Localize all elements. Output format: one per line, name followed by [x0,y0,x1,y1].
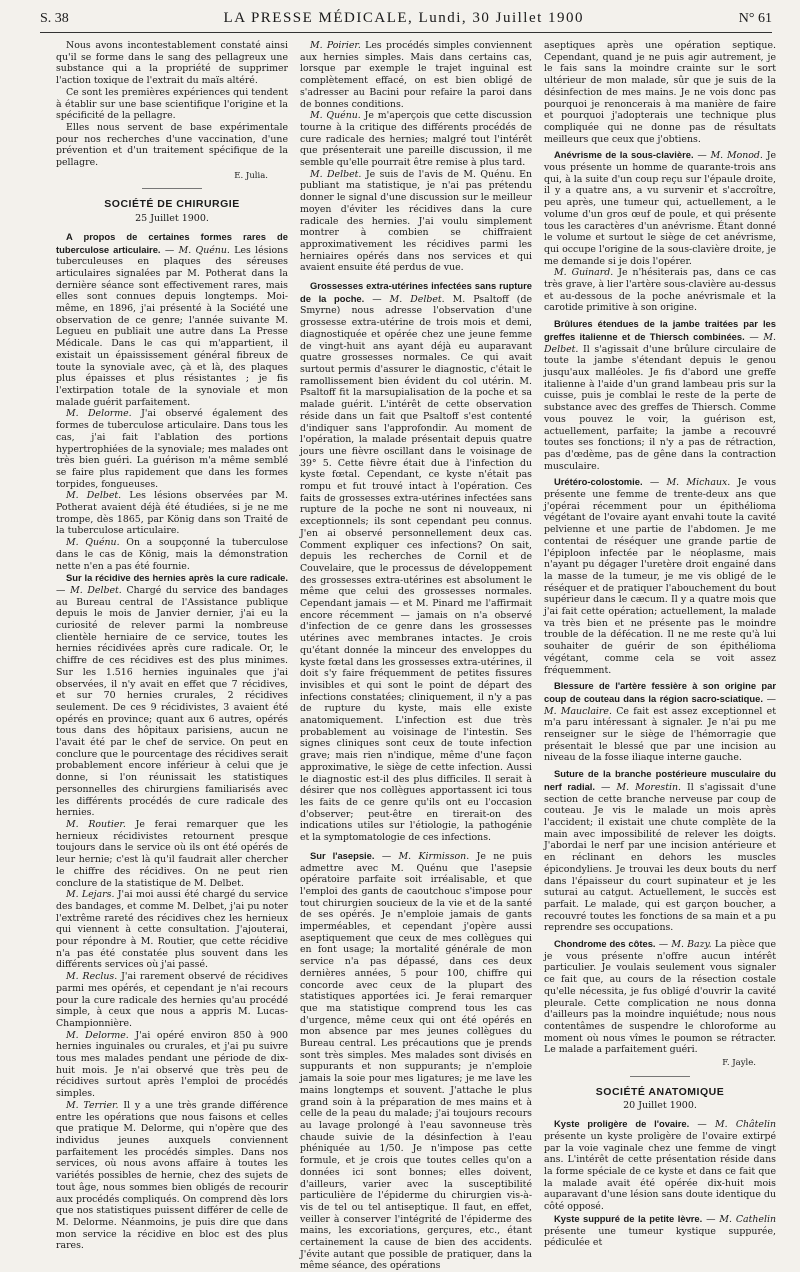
signature: F. Jayle. [722,1058,756,1069]
article-title: A propos de certaines formes rares de tuberculose articulaire. [56,230,288,255]
column-3 [544,40,777,1249]
author: M. Châtelin [715,1119,776,1131]
article: Suture de la branche postérieure musculaire du nerf radial. — M. Morestin. Il s'agissait d'une section de cette branche nerveuse par coup de couteau. Je vis le malade un mois après l'accident; il existait une chute complète de la main avec impossibilité de relever les doigts. J'abordai le nerf par une incision antérieure et en réclinant en dehors les muscles épicondyliens. Je trouvai les deux bouts du nerf dans l'épaisseur du court supinateur et je les suturai au catgut. Actuellement, le succès est parfait. Le malade, qui est garçon boucher, a recouvré toutes les fonctions de sa main et a pu reprendre ses occupations. [544,768,776,934]
signature: E. Julia. [234,170,268,181]
article-title: Kyste proligère de l'ovaire. [554,1118,690,1130]
article-title: Sur l'asepsie. [310,849,375,861]
article-text: M. Psaltoff (de Smyrne) nous adresse l'observation d'une grossesse extra-utérine de trois mois et demi, diagnostiquée et opérée chez une jeune femme de vingt-huit ans ayant déjà eu auparavant quatre grossesses normales. Ce qui avait surtout permis d'assurer le diagnostic, c'était le ramollissement bien évident du col utérin. M. Psaltoff fit la marsupialisation de la poche et sa malade guérit. L'intérêt de cette observation réside dans un fait que Psaltoff s'est contenté d'indiquer sans l'approfondir. Au moment de l'opération, la malade présentait depuis quatre jours une fièvre oscillant dans le voisinage de 39° 5. Cette fièvre était due à l'infection du kyste fœtal. Cependant, ce kyste n'était pas rompu et fut trouvé intact à l'opération. Ces faits de grossesses extra-utérines infectées sans rupture de la poche ne sont ni nouveaux, ni exceptionnels; ils sont cependant peu connus. J'en ai observé personnellement deux cas. Comment expliquer ces infections? On sait, depuis les recherches de Cornil et de Couvelaire, que le processus de développement des grossesses extra-utérines est absolument le même que celui des grossesses normales. Cependant jamais — et M. Pinard me l'affirmait encore récemment — jamais on n'a observé d'infection de ce genre dans les grossesses utérines avec membranes intactes. Je crois qu'étant donnée la minceur des enveloppes du kyste fœtal dans les grossesses extra-utérines, il doit s'y faire fréquemment de petites fissures invisibles et qui sont le point de départ des infections constatées; cliniquement, il n'y a pas de rupture du kyste, mais elle existe anatomiquement. L'infection est due très probablement au voisinage de l'intestin. Ses signes cliniques sont ceux de toute infection grave; mais rien n'indique, même d'une façon approximative, le siège de cette infection. Aussi le diagnostic est-il des plus difficiles. Il serait à désirer que nos collègues apportassent ici tous les faits de ce genre qu'ils ont eu l'occasion d'observer; peut-être en tirerait-on des indications utiles sur l'étiologie, la pathogénie et la symptomatologie de ces infections. [300,293,532,844]
article-text: Il s'agissait d'une brûlure circulaire de toute la jambe s'étendant depuis le genou jusqu'aux malléoles. Je fis d'abord une greffe italienne à l'aide d'un grand lambeau pris sur la cuisse, puis je comblai le reste de la perte de substance avec des greffes de Thiersch. Comme vous pouvez le voir, la guérison est, actuellement, parfaite; la jambe a recouvré toutes ses fonctions; il n'y a pas de rétraction, pas d'œdème, pas de gêne dans la contraction musculaire. [544,343,777,472]
reply-text: Les procédés simples conviennent aux hernies simples. Mais dans certains cas, lorsque par exemple le trajet inguinal est complètement effacé, on est bien obligé de s'adresser au Bacini pour refaire la paroi dans de bonnes conditions. [300,40,532,110]
author: M. Lejars. [66,889,115,901]
article: Kyste proligère de l'ovaire. — M. Châtelin présente un kyste proligère de l'ovaire extirpé par la voie vaginale chez une femme de vingt ans. L'intérêt de cette présentation réside dans la forme spéciale de ce kyste et dans ce fait que la malade avait été opérée dix-huit mois auparavant d'une lésion sans doute identique du côté opposé. [544,1118,776,1213]
article-reply [56,490,288,537]
author: M. Terrier. [66,1099,119,1111]
reply-text: Il y a une très grande différence entre les opérations que nous faisons et celles que pratique M. Delorme, qui n'opère que des individus jeunes auxquels conviennent parfaitement les procédés simples. Dans nos services, où nous avons affaire à toutes les variétés possibles de hernie, chez des sujets de tout âge, nous sommes bien obligés de recourir aux procédés compliqués. On comprend dès lors que nos statistiques puissent différer de celle de M. Delorme. Néanmoins, je puis dire que dans mon service la récidive en bloc est des plus rares. [56,1099,288,1252]
article: Anévrisme de la sous-clavière. — M. Monod. Je vous présente un homme de quarante-trois ans qui, à la suite d'un coup reçu sur l'épaule droite, il y a quatre ans, a vu survenir et s'accroître, peu après, une tumeur qui, actuellement, a le volume d'un gros œuf de poule, et qui présente tous les caractères d'un anévrisme. Étant donné le volume et surtout le siège de cet anévrisme, qui occupe l'origine de la sous-clavière droite, je me demande si je dois l'opérer. [544,149,777,267]
page-header [40,10,772,33]
author: M. Bazy. [671,939,712,951]
article: Kyste suppuré de la petite lèvre. — M. Cathelin présente une tumeur kystique suppurée, pédiculée et [544,1212,776,1249]
author: M. Delbet. [389,293,445,305]
article-reply [300,40,532,110]
paragraph: aseptiques après une opération septique. Cependant, quand je ne puis agir autrement, je le fais sans la moindre crainte sur le sort ultérieur de mon malade, sûr que je suis de la désinfection de mes mains. Je ne vois donc pas pourquoi je renoncerais à ma manière de faire et pourquoi j'adopterais une technique plus compliquée qui ne donne pas de résultats meilleurs que ceux que j'obtiens. [544,40,776,145]
article-text: Les lésions tuberculeuses en plaques des séreuses articulaires signalées par M. Potherat dans la dernière séance sont effectivement rares, mais elles sont connues depuis longtemps. Moi-même, en 1896, j'ai présenté à la Société une observation de ce genre; l'année suivante M. Legueu en publiait une autre dans La Presse Médicale. Dans le cas qui m'appartient, il existait un épaississement général fibreux de toute la synoviale avec, çà et là, des plaques plus épaisses et plus résistantes ; je fis l'extirpation totale de la synoviale et mon malade guérit parfaitement. [56,244,289,408]
section-title: SOCIÉTÉ DE CHIRURGIE [104,198,240,211]
author: M. Delbet. [310,168,362,180]
author: M. Kirmisson. [398,850,470,862]
author: M. Quénu. [178,244,230,256]
author: M. Delorme. [66,408,132,420]
author: M. Guinard. [554,267,614,279]
column-2 [300,40,533,1272]
article: Grossesses extra-utérines infectées sans rupture de la poche. — M. Delbet. M. Psaltoff (de Smyrne) nous adresse l'observation d'une grossesse extra-utérine de trois mois et demi, diagnostiquée et opérée chez une jeune femme de vingt-huit ans ayant déjà eu auparavant quatre grossesses normales. Ce qui avait surtout permis d'assurer le diagnostic, c'était le ramollissement bien évident du col utérin. M. Psaltoff fit la marsupialisation de la poche et sa malade guérit. L'intérêt de cette observation réside dans un fait que Psaltoff s'est contenté d'indiquer sans l'approfondir. Au moment de l'opération, la malade présentait depuis quatre jours une fièvre oscillant dans le voisinage de 39° 5. Cette fièvre était due à l'infection du kyste fœtal. Cependant, ce kyste n'était pas rompu et fut trouvé intact à l'opération. Ces faits de grossesses extra-utérines infectées sans rupture de la poche ne sont ni nouveaux, ni exceptionnels; ils sont cependant peu connus. J'en ai observé personnellement deux cas. Comment expliquer ces infections? On sait, depuis les recherches de Cornil et de Couvelaire, que le processus de développement des grossesses extra-utérines est absolument le même que celui des grossesses normales. Cependant jamais — et M. Pinard me l'affirmait encore récemment — jamais on n'a observé d'infection de ce genre dans les grossesses utérines avec membranes intactes. Je crois qu'étant donnée la minceur des enveloppes du kyste fœtal dans les grossesses extra-utérines, il doit s'y faire fréquemment de petites fissures invisibles et qui sont le point de départ des infections constatées; cliniquement, il n'y a pas de rupture du kyste, mais elle existe anatomiquement. L'infection est due très probablement au voisinage de l'intestin. Ses signes cliniques sont ceux de toute infection grave; mais rien n'indique, même d'une façon approximative, le siège de cette infection. Aussi le diagnostic est-il des plus difficiles. Il serait à désirer que nos collègues apportassent ici tous les faits de ce genre qu'ils ont eu l'occasion d'observer; peut-être en tirerait-on des indications utiles sur l'étiologie, la pathogénie et la symptomatologie de ces infections. [300,280,532,844]
section-date: 20 Juillet 1900. [623,1100,697,1112]
author: M. Quénu. [310,110,361,122]
article: Chondrome des côtes. — M. Bazy. La pièce que je vous présente n'offre aucun intérêt particulier. Je voulais seulement vous signaler ce fait que, au cours de la résection costale qu'elle nécessita, je fus obligé d'ouvrir la cavité pleurale. Cette complication ne nous donna d'ailleurs pas la moindre inquiétude; nous nous contentâmes de suspendre le chloroforme au moment où nous vîmes le poumon se rétracter. Le malade a parfaitement guéri. [544,938,776,1056]
reply-text: Je m'aperçois que cette discussion tourne à la critique des différents procédés de cure radicale des hernies; malgré tout l'intérêt que présenterait une pareille discussion, il me semble qu'elle pourrait être remise à plus tard. [300,110,533,169]
author: M. Quénu. [66,537,120,549]
reply-text: J'ai rarement observé de récidives parmi mes opérés, et cependant je n'ai recours pour la cure radicale des hernies qu'au procédé simple, à ceux que nous a appris M. Lucas-Championnière. [56,971,288,1029]
reply-text: On a soupçonné la tuberculose dans le cas de König, mais la démonstration nette n'en a pas été fournie. [56,537,289,572]
article-text: Ce fait est assez exceptionnel et m'a paru intéressant à signaler. Je n'ai pu me renseigner sur le siège de l'hémorragie que présentait le blessé que par une incision au niveau de la fosse iliaque interne gauche. [544,705,776,764]
author: M. Reclus. [66,971,118,983]
article-title: Brûlures étendues de la jambe traitées par les greffes italienne et de Thiersch combinées. [544,318,776,342]
author: M. Michaux. [666,477,731,489]
reply-text: Je suis de l'avis de M. Quénu. En publiant ma statistique, je n'ai pas prétendu donner le signal d'une discussion sur le meilleur moyen d'éviter les récidives dans la cure radicale des hernies. J'ai voulu simplement montrer à combien se chiffraient approximativement les récidives parmi les herniaires opérés dans nos services et qui avaient ensuite été perdus de vue. [300,168,533,274]
issue-date: Lundi, 30 Juillet 1900 [418,10,585,26]
article: Urétéro-colostomie. — M. Michaux. Je vous présente une femme de trente-deux ans que j'opérai récemment pour un épithélioma végétant de l'ovaire ayant envahi toute la cavité pelvienne et une partie de l'abdomen. Je me contentai de réséquer une grande partie de l'épiploon infectée par le néoplasme, mais n'ayant pu dégager l'uretère droit engainé dans la masse de la tumeur, je me vis obligé de le réséquer et de pratiquer l'abouchement du bout supérieur dans le cæcum. Il y a quatre mois que j'ai fait cette opération; actuellement, la malade va très bien et ne présente pas le moindre trouble de la défécation. Il ne me reste qu'à lui souhaiter de guérir de son épithélioma végétant, comme cela se voit assez fréquemment. [544,476,777,676]
article-text: La pièce que je vous présente n'offre aucun intérêt particulier. Je voulais seulement vous signaler ce fait que, au cours de la résection costale qu'elle nécessita, je fus obligé d'ouvrir la cavité pleurale. Cette complication ne nous donna d'ailleurs pas la moindre inquiétude; nous nous contentâmes de suspendre le chloroforme au moment où nous vîmes le poumon se rétracter. Le malade a parfaitement guéri. [544,939,776,1056]
paragraph: Ce sont les premières expériences qui tendent à établir sur une base scientifique l'origine et la spécificité de la pellagre. [56,86,288,122]
author: M. Poirier. [310,40,361,51]
reply-text: Je n'hésiterais pas, dans ce cas très grave, à lier l'artère sous-clavière au-dessus et au-dessous de la poche anévrismale et la carotide primitive à son origine. [544,267,777,314]
reply-text: J'ai opéré environ 850 à 900 hernies inguinales ou crurales, et j'ai pu suivre tous mes malades pendant une période de dix-huit mois. Je n'ai observé que très peu de récidives surtout après l'emploi de procédés simples. [56,1029,288,1100]
paragraph: Elles nous servent de base expérimentale pour nos recherches d'une vaccination, d'une prévention et d'un traitement spécifique de la pellagre. [56,121,288,169]
page-number: S. 38 [40,11,69,26]
author: M. Delbet. [66,490,122,502]
divider [142,188,202,189]
reply-text: Je ferai remarquer que les hernieux récidivistes retournent presque toujours dans le service où ils ont été opérés de leur hernie; c'est là qu'il faudrait aller chercher le chiffre des récidives. On ne peut rien conclure de la statistique de M. Delbet. [56,819,289,889]
journal-title [224,10,585,27]
article-title: Kyste suppuré de la petite lèvre. [554,1212,703,1224]
author: M. Delbet. [70,584,122,596]
article-text: Je vous présente une femme de trente-deux ans que j'opérai récemment pour un épithélioma végétant de l'ovaire ayant envahi toute la cavité pelvienne et une partie de l'abdomen. Je me contentai de réséquer une grande partie de l'épiploon infectée par le néoplasme, mais n'ayant pu dégager l'uretère droit engainé dans la masse de la tumeur, je me vis obligé de le réséquer et de pratiquer l'abouchement du bout supérieur dans le cæcum. Il y a quatre mois que j'ai fait cette opération; actuellement, la malade va très bien et ne présente pas le moindre trouble de la défécation. Il ne me reste qu'à lui souhaiter de guérir de son épithélioma végétant, comme cela se voit assez fréquemment. [544,477,777,676]
author: M. Morestin. [616,781,681,793]
author: M. Cathelin [719,1213,776,1225]
article-reply [56,408,288,490]
section-title: SOCIÉTÉ ANATOMIQUE [595,1085,725,1098]
article-reply [56,1030,288,1100]
article: Sur la récidive des hernies après la cure radicale. — M. Delbet. Chargé du service des bandages au Bureau central de l'Assistance publique depuis le mois de Janvier dernier, j'ai eu la curiosité de relever parmi la nombreuse clientèle herniaire de ce service, toutes les hernies récidivées après cure radicale. Or, le chiffre de ces récidives est des plus minimes. Sur les 1.516 hernies inguinales que j'ai observées, il n'y avait en effet que 7 récidives, et sur 70 hernies crurales, 2 récidives seulement. De ces 9 récidivistes, 3 avaient été opérés en province; quant aux 6 autres, opérés tous dans des hôpitaux parisiens, aucun ne l'avait été par le chef de service. On peut en conclure que le pourcentage des récidives serait probablement encore inférieur à celui que je donne, si l'on réunissait les statistiques personnelles des chirurgiens familiarisés avec les différents procédés de cure radicale des hernies. [56,572,289,819]
author: M. Delbet. [544,331,776,355]
paragraph: Nous avons incontestablement constaté ainsi qu'il se forme dans le sang des pellagreux une substance qui a la propriété de supprimer l'action toxique de l'extrait du maïs altéré. [56,40,288,87]
divider [630,1076,690,1077]
article: Blessure de l'artère fessière à son origine par coup de couteau dans la région sacro-sciatique. — M. Mauclaire. Ce fait est assez exceptionnel et m'a paru intéressant à signaler. Je n'ai pu me renseigner sur le siège de l'hémorragie que présentait le blessé que par une incision au niveau de la fosse iliaque interne gauche. [544,680,777,764]
article-title: Anévrisme de la sous-clavière. [554,149,694,161]
article-reply [300,110,532,169]
journal-name: LA PRESSE MÉDICALE, [223,10,414,26]
article-title: Chondrome des côtes. [554,938,656,950]
article-reply [544,267,776,314]
article-reply [300,169,532,274]
article-reply [56,819,288,889]
article: Brûlures étendues de la jambe traitées par les greffes italienne et de Thiersch combinées. — M. Delbet. Il s'agissait d'une brûlure circulaire de toute la jambe s'étendant depuis le genou jusqu'aux malléoles. Je fis d'abord une greffe italienne à l'aide d'un grand lambeau pris sur la cuisse, puis je comblai le reste de la perte de substance avec des greffes de Thiersch. Comme vous pouvez le voir, la guérison est, actuellement, parfaite; la jambe a recouvré toutes ses fonctions; il n'y a pas de rétraction, pas d'œdème, pas de gêne dans la contraction musculaire. [544,318,777,472]
article-title: Suture de la branche postérieure musculaire du nerf radial. [544,768,776,792]
article-text: présente une tumeur kystique suppurée, pédiculée et [544,1225,776,1249]
article-reply [56,537,288,572]
columns [56,40,778,1272]
article-reply [56,1100,288,1252]
section-date: 25 Juillet 1900. [135,213,209,225]
article-text: Il s'agissait d'une section de cette branche nerveuse par coup de couteau. Je vis le malade un mois après l'accident; il existait une chute complète de la main avec impossibilité de relever les doigts. J'abordai le nerf par une incision antérieure et en réclinant en dehors les muscles épicondyliens. Je trouvai les deux bouts du nerf dans l'épaisseur du court supinateur et je les suturai au catgut. Actuellement, le succès est parfait. Le malade, qui est garçon boucher, a recouvré toutes les fonctions de sa main et a pu reprendre ses occupations. [544,781,776,934]
article-text: Je ne puis admettre avec M. Quénu que l'asepsie opératoire parfaite soit irréalisable, et que l'emploi des gants de caoutchouc s'impose pour tout chirurgien soucieux de la vie et de la santé de ses opérés. Je n'emploie jamais de gants imperméables, et cependant j'opère aussi aseptiquement que ceux de mes collègues qui en font usage; la mortalité générale de mon service n'a pas dépassé, dans ces deux dernières années, 5 pour 100, chiffre qui concorde avec ceux de la plupart des statistiques apportées ici. Je ferai remarquer que ma statistique comprend tous les cas d'urgence, même ceux qui ont été opérés en mon absence par mes jeunes collègues du Bureau central. Les précautions que je prends sont très simples. Mes malades sont divisés en suppurants et non suppurants; je n'emploie jamais la soie pour mes ligatures; je me lave les mains longtemps et souvent. J'attache le plus grand soin à la préparation de mes mains et à celle de la peau du malade; j'ai toujours recours au lavage prolongé à l'eau savonneuse très chaude suivie de la désinfection à l'eau phéniquée au 1/50. Je n'impose pas cette formule, et je crois que toutes celles qu'on a données ici sont bonnes; elles doivent, d'ailleurs, varier avec la susceptibilité particulière de l'épiderme du chirurgien vis-à-vis de tel ou tel antiseptique. Il faut, en effet, veiller à conserver l'intégrité de l'épiderme des mains, les excoriations, gerçures, etc., étant certainement la cause de bien des accidents. J'évite autant que possible de pratiquer, dans la même séance, des opérations [300,850,533,1272]
article-title: Urétéro-colostomie. [554,476,643,488]
article-title: Blessure de l'artère fessière à son origine par coup de couteau dans la région sacro-sciatique. [544,680,776,704]
article-reply [56,889,288,971]
article-text: présente un kyste proligère de l'ovaire extirpé par la voie vaginale chez une femme de vingt ans. L'intérêt de cette présentation réside dans la forme spéciale de ce kyste et dans ce fait que la malade avait été opérée dix-huit mois auparavant d'une lésion sans doute identique du côté opposé. [544,1130,776,1213]
article-reply [56,971,288,1030]
article-text: Chargé du service des bandages au Bureau central de l'Assistance publique depuis le mois de Janvier dernier, j'ai eu la curiosité de relever parmi la nombreuse clientèle herniaire de ce service, toutes les hernies récidivées après cure radicale. Or, le chiffre de ces récidives est des plus minimes. Sur les 1.516 hernies inguinales que j'ai observées, il n'y avait en effet que 7 récidives, et sur 70 hernies crurales, 2 récidives seulement. De ces 9 récidivistes, 3 avaient été opérés en province; quant aux 6 autres, opérés tous dans des hôpitaux parisiens, aucun ne l'avait été par le chef de service. On peut en conclure que le pourcentage des récidives serait probablement encore inférieur à celui que je donne, si l'on réunissait les statistiques personnelles des chirurgiens familiarisés avec les différents procédés de cure radicale des hernies. [56,584,289,819]
reply-text: J'ai moi aussi été chargé du service des bandages, et comme M. Delbet, j'ai pu noter l'extrême rareté des récidives chez les hernieux qui viennent à cette consultation. J'ajouterai, pour répondre à M. Routier, que cette récidive n'a pas été constatée plus souvent dans les différents services où j'ai passé. [56,889,289,971]
reply-text: J'ai observé également des formes de tuberculose articulaire. Dans tous les cas, j'ai fait l'ablation des portions hypertrophiées de la synoviale; mes malades ont très bien guéri. La guérison m'a même semblé se faire plus rapidement que dans les formes torpides, fongueuses. [56,408,288,490]
column-1 [56,40,289,1252]
author: M. Mauclaire. [544,705,612,717]
article: A propos de certaines formes rares de tuberculose articulaire. — M. Quénu. Les lésions tuberculeuses en plaques des séreuses articulaires signalées par M. Potherat dans la dernière séance sont effectivement rares, mais elles sont connues depuis longtemps. Moi-même, en 1896, j'ai présenté à la Société une observation de ce genre; l'année suivante M. Legueu en publiait une autre dans La Presse Médicale. Dans le cas qui m'appartient, il existait un épaississement général fibreux de toute la synoviale avec, çà et là, des plaques plus épaisses et plus résistantes ; je fis l'extirpation totale de la synoviale et mon malade guérit parfaitement. [56,230,289,408]
article: Sur l'asepsie. — M. Kirmisson. Je ne puis admettre avec M. Quénu que l'asepsie opératoire parfaite soit irréalisable, et que l'emploi des gants de caoutchouc s'impose pour tout chirurgien soucieux de la vie et de la santé de ses opérés. Je n'emploie jamais de gants imperméables, et cependant j'opère aussi aseptiquement que ceux de mes collègues qui en font usage; la mortalité générale de mon service n'a pas dépassé, dans ces deux dernières années, 5 pour 100, chiffre qui concorde avec ceux de la plupart des statistiques apportées ici. Je ferai remarquer que ma statistique comprend tous les cas d'urgence, même ceux qui ont été opérés en mon absence par mes jeunes collègues du Bureau central. Les précautions que je prends sont très simples. Mes malades sont divisés en suppurants et non suppurants; je n'emploie jamais la soie pour mes ligatures; je me lave les mains longtemps et souvent. J'attache le plus grand soin à la préparation de mes mains et à celle de la peau du malade; j'ai toujours recours au lavage prolongé à l'eau savonneuse très chaude suivie de la désinfection à l'eau phéniquée au 1/50. Je n'impose pas cette formule, et je crois que toutes celles qu'on a données ici sont bonnes; elles doivent, d'ailleurs, varier avec la susceptibilité particulière de l'épiderme du chirurgien vis-à-vis de tel ou tel antiseptique. Il faut, en effet, veiller à conserver l'intégrité de l'épiderme des mains, les excoriations, gerçures, etc., étant certainement la cause de bien des accidents. J'évite autant que possible de pratiquer, dans la même séance, des opérations [300,849,533,1272]
article-title: Sur la récidive des hernies après la cure radicale. [66,572,288,584]
article-title: Grossesses extra-utérines infectées sans rupture de la poche. [300,280,532,304]
author: M. Routier. [66,819,126,830]
issue-number: N° 61 [738,11,772,26]
author: M. Delorme. [66,1029,129,1041]
reply-text: Les lésions observées par M. Potherat avaient déjà été étudiées, si je ne me trompe, dès 1865, par König dans son Traité de la tuberculose articulaire. [56,490,288,537]
author: M. Monod. [710,150,763,162]
article-text: Je vous présente un homme de quarante-trois ans qui, à la suite d'un coup reçu sur l'épaule droite, il y a quatre ans, a vu survenir et s'accroître, peu après, une tumeur qui, actuellement, a le volume d'un gros œuf de poule, et qui présente tous les caractères d'un anévrisme. Étant donné le volume et surtout le siège de cet anévrisme, qui occupe l'origine de la sous-clavière droite, je me demande si je dois l'opérer. [544,150,777,267]
